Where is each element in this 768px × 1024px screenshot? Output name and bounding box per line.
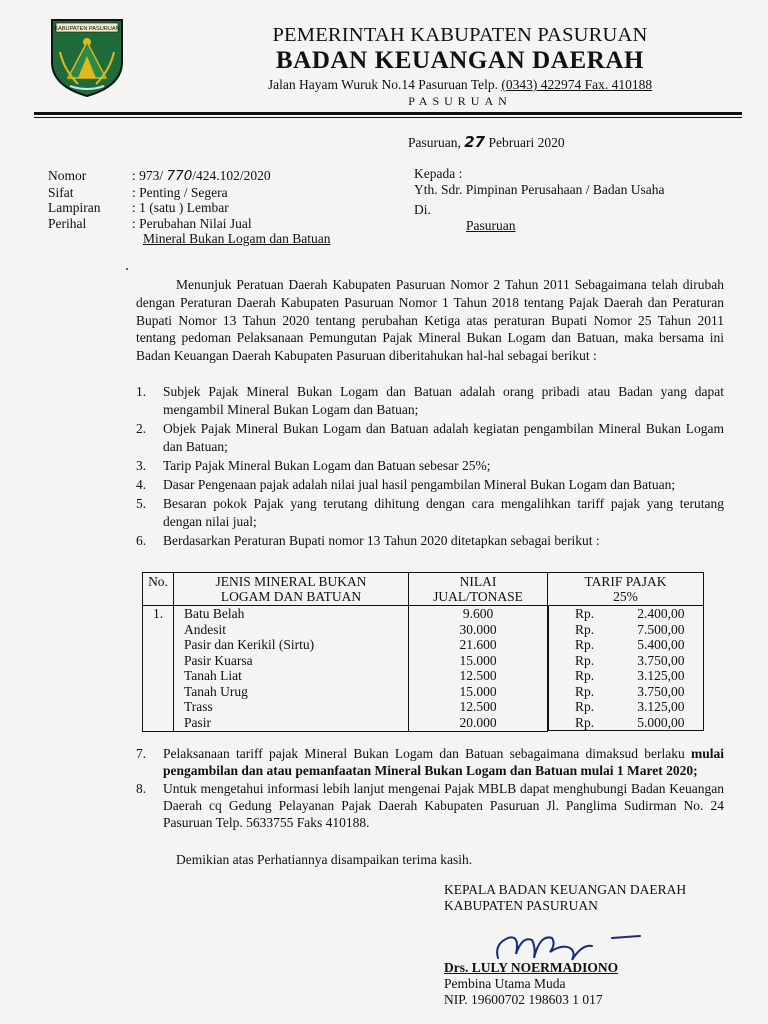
tax-amount: 5.400,00 bbox=[637, 637, 685, 652]
list-item-text: Dasar Pengenaan pajak adalah nilai jual hasil pengambilan Mineral Bukan Logam dan Batuan; bbox=[163, 476, 676, 492]
mineral-tax bbox=[548, 715, 704, 732]
list-item bbox=[136, 420, 724, 455]
address-contact: (0343) 422974 Fax. 410188 bbox=[501, 77, 653, 92]
list-item bbox=[136, 383, 724, 418]
list-item-text: Subjek Pajak Mineral Bukan Logam dan Batuan adalah orang pribadi atau Badan yang dapat mengambil Mineral Bukan Logam dan Batuan; bbox=[163, 384, 724, 417]
mineral-name: Pasir bbox=[174, 715, 409, 732]
list-item bbox=[136, 532, 724, 550]
mineral-name: Tanah Urug bbox=[174, 684, 409, 700]
agency-city: PASURUAN bbox=[408, 94, 512, 108]
list-item bbox=[136, 457, 724, 475]
agency-name: BADAN KEUANGAN DAERAH bbox=[275, 47, 645, 74]
mineral-value: 9.600 bbox=[409, 606, 548, 622]
tax-currency: Rp. bbox=[575, 606, 595, 621]
date-prefix: Pasuruan, bbox=[408, 135, 465, 150]
perihal-label: Perihal bbox=[48, 215, 87, 231]
tax-rate-table bbox=[142, 572, 704, 732]
recipient-city: Pasuruan bbox=[466, 218, 516, 233]
point7-text: Pelaksanaan tariff pajak Mineral Bukan Logam dan Batuan sebagaimana dimaksud berlaku bbox=[163, 746, 691, 761]
list-item-number: 2. bbox=[136, 421, 147, 436]
recipient-block bbox=[414, 166, 664, 218]
tax-currency: Rp. bbox=[575, 683, 595, 699]
list-item bbox=[136, 495, 724, 530]
list-item-text bbox=[163, 745, 724, 779]
mineral-tax bbox=[548, 637, 704, 653]
logo-banner-text: KABUPATEN PASURUAN bbox=[54, 26, 120, 32]
mineral-value: 12.500 bbox=[409, 699, 548, 715]
mineral-tax bbox=[548, 668, 704, 684]
header-jenis-line2: LOGAM DAN BATUAN bbox=[220, 589, 362, 604]
header-nilai-line1: NILAI bbox=[459, 574, 497, 589]
signatory-rank: Pembina Utama Muda bbox=[444, 976, 566, 991]
mineral-name: Tanah Liat bbox=[174, 668, 409, 684]
header-jenis bbox=[174, 573, 409, 606]
tax-currency: Rp. bbox=[575, 668, 595, 683]
list-item-text: Objek Pajak Mineral Bukan Logam dan Batuan adalah kegiatan pengambilan Mineral Bukan Logam dan Batuan; bbox=[163, 421, 724, 454]
tax-currency: Rp. bbox=[575, 652, 595, 668]
nomor-label: Nomor bbox=[48, 168, 87, 183]
perihal-line2: Mineral Bukan Logam dan Batuan bbox=[143, 231, 331, 246]
header-tarif bbox=[548, 573, 704, 606]
letterhead-rule-thin bbox=[34, 117, 742, 118]
list-item-text: Tarip Pajak Mineral Bukan Logam dan Batuan sebesar 25%; bbox=[163, 458, 491, 473]
perihal-line1: : Perubahan Nilai Jual bbox=[132, 215, 252, 231]
points-list bbox=[136, 383, 724, 550]
mineral-name: Trass bbox=[174, 699, 409, 715]
meta-row-nomor bbox=[48, 168, 330, 185]
list-item-text: Untuk mengetahui informasi lebih lanjut mengenai Pajak MBLB dapat menghubungi Badan Keuangan Daerah cq Gedung Pelayanan Pajak Daerah Kabupaten Pasuruan Jl. Panglima Sudirman No. 24 Pasuruan Telp. 5633755 Faks 410188. bbox=[163, 781, 724, 830]
signatory-nip: NIP. 19600702 198603 1 017 bbox=[444, 992, 603, 1007]
intro-paragraph: Menunjuk Peratuan Daerah Kabupaten Pasuruan Nomor 2 Tahun 2011 Sebagaimana telah dirubah dengan Peraturan Daerah Kabupaten Pasuruan Nomor 1 Tahun 2018 tentang Pajak Daerah dan Peraturan Bupati Nomor 13 Tahun 2020 tentang perubahan Ketiga atas peraturan Bupati Nomor 25 Tahun 2011 tentang pedoman Pelaksanaan Pemungutan Pajak Mineral Bukan Logam dan Batuan, maka bersama ini Badan Keuangan Daerah Kabupaten Pasuruan diberitahukan hal-hal sebagai berikut : bbox=[136, 277, 724, 364]
signatory-title-line1: KEPALA BADAN KEUANGAN DAERAH bbox=[444, 882, 687, 897]
list-item bbox=[136, 745, 724, 779]
mineral-name: Pasir dan Kerikil (Sirtu) bbox=[174, 637, 409, 653]
mineral-tax bbox=[548, 606, 704, 622]
tax-currency: Rp. bbox=[575, 699, 595, 714]
tax-currency: Rp. bbox=[575, 621, 595, 637]
tax-amount: 3.750,00 bbox=[637, 683, 685, 699]
mineral-tax bbox=[548, 653, 704, 669]
date-suffix: Pebruari 2020 bbox=[485, 135, 565, 150]
mineral-name: Batu Belah bbox=[174, 606, 409, 622]
tax-currency: Rp. bbox=[575, 714, 595, 730]
list-item-number: 6. bbox=[136, 533, 147, 548]
closing-sentence: Demikian atas Perhatiannya disampaikan terima kasih. bbox=[176, 852, 473, 867]
table-row bbox=[143, 715, 704, 732]
table-row bbox=[143, 699, 704, 715]
address-street: Jalan Hayam Wuruk No.14 Pasuruan Telp. bbox=[267, 77, 502, 92]
header-tarif-line1: TARIF PAJAK bbox=[584, 574, 667, 589]
header-jenis-line1: JENIS MINERAL BUKAN bbox=[215, 574, 367, 589]
points-list-continued bbox=[136, 745, 724, 831]
table-header-row bbox=[143, 573, 704, 606]
signatory-title-line2: KABUPATEN PASURUAN bbox=[444, 898, 598, 913]
sifat-label: Sifat bbox=[48, 184, 74, 200]
mineral-value: 20.000 bbox=[409, 715, 548, 732]
table-row bbox=[143, 668, 704, 684]
mineral-tax bbox=[548, 684, 704, 700]
header-tarif-line2: 25% bbox=[613, 589, 638, 604]
letterhead-rule-thick bbox=[34, 112, 742, 115]
lampiran-value: : 1 (satu ) Lembar bbox=[132, 200, 229, 215]
mineral-value: 15.000 bbox=[409, 653, 548, 669]
list-item bbox=[136, 476, 724, 494]
table-row bbox=[143, 637, 704, 653]
meta-row-perihal bbox=[48, 216, 330, 247]
regency-emblem-logo bbox=[48, 12, 126, 98]
table-row bbox=[143, 684, 704, 700]
recipient-yth: Yth. Sdr. Pimpinan Perusahaan / Badan Usaha bbox=[414, 182, 665, 197]
signatory-details bbox=[444, 960, 618, 1008]
lampiran-label: Lampiran bbox=[48, 200, 101, 215]
mineral-value: 30.000 bbox=[409, 622, 548, 638]
table-row bbox=[143, 606, 704, 622]
tax-amount: 2.400,00 bbox=[637, 606, 685, 621]
scan-speck bbox=[126, 268, 128, 270]
list-item-number: 3. bbox=[136, 458, 147, 473]
table-row bbox=[143, 653, 704, 669]
recipient-kepada: Kepada : bbox=[414, 166, 463, 181]
signatory-name: Drs. LULY NOERMADIONO bbox=[444, 960, 619, 975]
header-nilai-line2: JUAL/TONASE bbox=[433, 589, 523, 604]
tax-amount: 3.125,00 bbox=[637, 668, 685, 683]
tax-currency: Rp. bbox=[575, 637, 595, 652]
tax-amount: 3.750,00 bbox=[637, 652, 685, 668]
mineral-value: 21.600 bbox=[409, 637, 548, 653]
signatory-title bbox=[444, 882, 686, 914]
mineral-tax bbox=[548, 622, 704, 638]
list-item-number: 4. bbox=[136, 476, 147, 492]
recipient-di: Di. bbox=[414, 202, 431, 217]
meta-row-lampiran bbox=[48, 200, 330, 216]
header-no: No. bbox=[143, 573, 174, 606]
point7-bold-text: mulai pengambilan dan atau pemanfaatan Mineral Bukan Logam dan Batuan mulai 1 Maret 2020; bbox=[163, 746, 724, 778]
list-item-number: 8. bbox=[136, 781, 147, 796]
table-row bbox=[143, 622, 704, 638]
mineral-value: 12.500 bbox=[409, 668, 548, 684]
nomor-suffix: /424.102/2020 bbox=[192, 168, 271, 183]
agency-address bbox=[180, 77, 740, 93]
perihal-value bbox=[132, 216, 330, 247]
list-item-text: Berdasarkan Peraturan Bupati nomor 13 Tahun 2020 ditetapkan sebagai berikut : bbox=[163, 533, 600, 548]
nomor-handwritten: 770 bbox=[166, 168, 193, 184]
nomor-prefix: : 973/ bbox=[132, 168, 167, 183]
header-nilai bbox=[409, 573, 548, 606]
list-item-text: Besaran pokok Pajak yang terutang dihitung dengan cara mengalihkan tariff pajak yang terutang dengan nilai jual; bbox=[163, 496, 724, 529]
mineral-value: 15.000 bbox=[409, 684, 548, 700]
letter-date bbox=[408, 134, 565, 151]
list-item bbox=[136, 780, 724, 831]
list-item-number: 7. bbox=[136, 746, 147, 761]
tax-amount: 7.500,00 bbox=[637, 621, 685, 637]
list-item-number: 5. bbox=[136, 496, 147, 511]
government-name: PEMERINTAH KABUPATEN PASURUAN bbox=[272, 24, 648, 46]
tax-amount: 3.125,00 bbox=[637, 699, 685, 714]
row-number: 1. bbox=[143, 606, 174, 622]
list-item-number: 1. bbox=[136, 384, 147, 399]
tax-amount: 5.000,00 bbox=[637, 714, 685, 730]
mineral-tax bbox=[548, 699, 704, 715]
date-day-handwritten: 27 bbox=[464, 133, 486, 151]
mineral-name: Pasir Kuarsa bbox=[174, 653, 409, 669]
mineral-name: Andesit bbox=[174, 622, 409, 638]
nomor-value bbox=[132, 168, 330, 185]
sifat-value: : Penting / Segera bbox=[132, 184, 228, 200]
letter-meta bbox=[48, 168, 330, 247]
meta-row-sifat bbox=[48, 185, 330, 201]
